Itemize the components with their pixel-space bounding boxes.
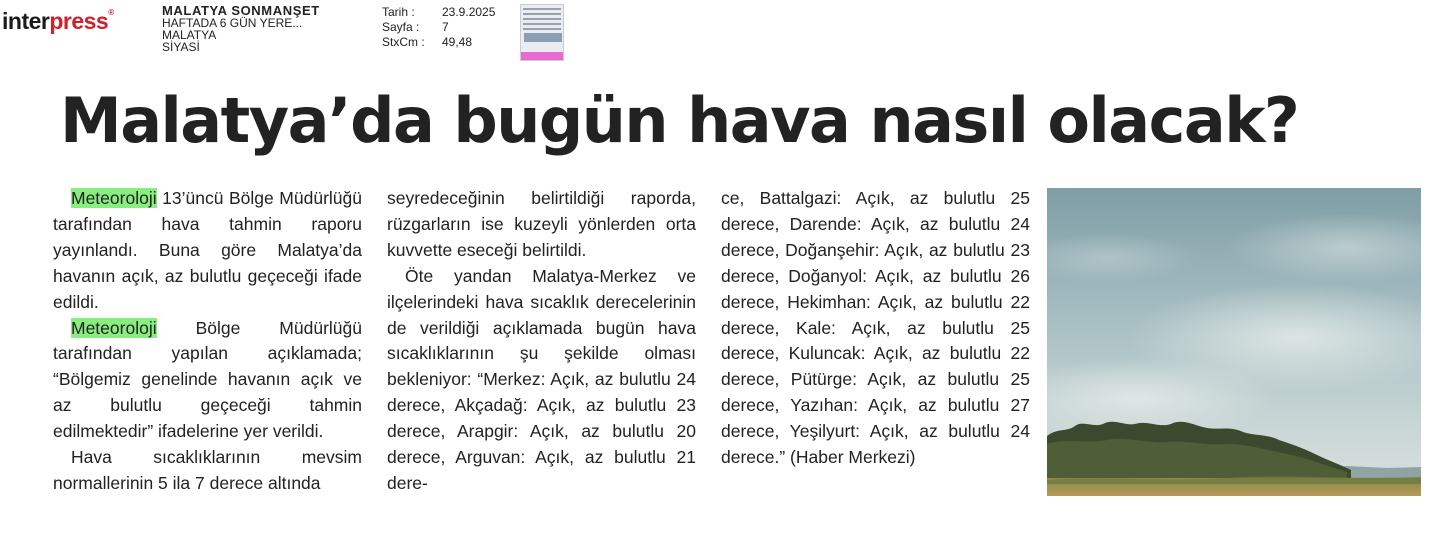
size-label: StxCm :	[382, 35, 425, 49]
logo-text-part2: press	[49, 8, 109, 34]
publication-name: MALATYA SONMANŞET	[162, 3, 320, 18]
paragraph-text: 13’üncü Bölge Müdürlüğü tarafından hava tahmin raporu yayınlandı. Buna göre Malatya’da havanın açık, az bulutlu geçeceği ifade edildi.	[53, 188, 362, 312]
publication-section: SİYASİ	[162, 40, 200, 54]
paragraph: ce, Battalgazi: Açık, az bulutlu 25 derece, Darende: Açık, az bulutlu 24 derece, Doğanşehir: Açık, az bulutlu 23 derece, Doğanyol: Açık, az bulutlu 26 derece, Hekimhan: Açık, az bulutlu 22 derece, Kale: Açık, az bulutlu 25 derece, Kuluncak: Açık, az bulutlu 22 derece, Pütürge: Açık, az bulutlu 25 derece, Yazıhan: Açık, az bulutlu 27 derece, Yeşilyurt: Açık, az bulutlu 24 derece.” (Haber Merkezi)	[721, 188, 1030, 468]
logo-text-part1: inter	[2, 8, 50, 34]
date-label: Tarih :	[382, 5, 415, 19]
article-column-3	[721, 186, 1030, 471]
paragraph-text: Bölge Müdürlüğü tarafından yapılan açıklamada; “Bölgemiz genelinde havanın açık ve az bulutlu geçeceği tahmin edilmektedir” ifadelerine yer verildi.	[53, 317, 362, 442]
article-column-2	[387, 186, 696, 497]
highlighted-term: Meteoroloji	[71, 317, 157, 338]
publication-frequency: HAFTADA 6 GÜN YERE...	[162, 16, 303, 30]
publication-city: MALATYA	[162, 28, 217, 42]
article-column-1	[53, 186, 362, 497]
highlighted-term: Meteoroloji	[71, 188, 157, 208]
clip-marker	[521, 52, 563, 60]
interpress-logo	[2, 8, 114, 35]
clip-meta	[382, 5, 495, 50]
size-value: 49,48	[442, 35, 473, 49]
article-headline: Malatya’da bugün hava nasıl olacak?	[60, 84, 1299, 157]
registered-mark: ®	[108, 8, 114, 17]
paragraph	[53, 186, 362, 316]
date-value: 23.9.2025	[442, 5, 496, 19]
page-value: 7	[442, 20, 449, 34]
paragraph: Hava sıcaklıklarının mevsim normallerinin 5 ila 7 derece altında	[53, 447, 362, 493]
landscape-photo	[1047, 188, 1421, 496]
paragraph: seyredeceğinin belirtildiği raporda, rüzgarların ise kuzeyli yönlerden orta kuvvette eseceği belirtildi.	[387, 188, 696, 260]
page-label: Sayfa :	[382, 20, 420, 34]
paragraph	[53, 316, 362, 446]
page-thumbnail[interactable]	[520, 4, 564, 61]
publication-info	[162, 5, 320, 53]
paragraph: Öte yandan Malatya-Merkez ve ilçelerindeki hava sıcaklık derecelerinin de verildiği açıklamada bugün hava sıcaklıklarının şu şekilde olması bekleniyor: “Merkez: Açık, az bulutlu 24 derece, Akçadağ: Açık, az bulutlu 23 derece, Arapgir: Açık, az bulutlu 20 derece, Arguvan: Açık, az bulutlu 21 dere-	[387, 265, 696, 493]
